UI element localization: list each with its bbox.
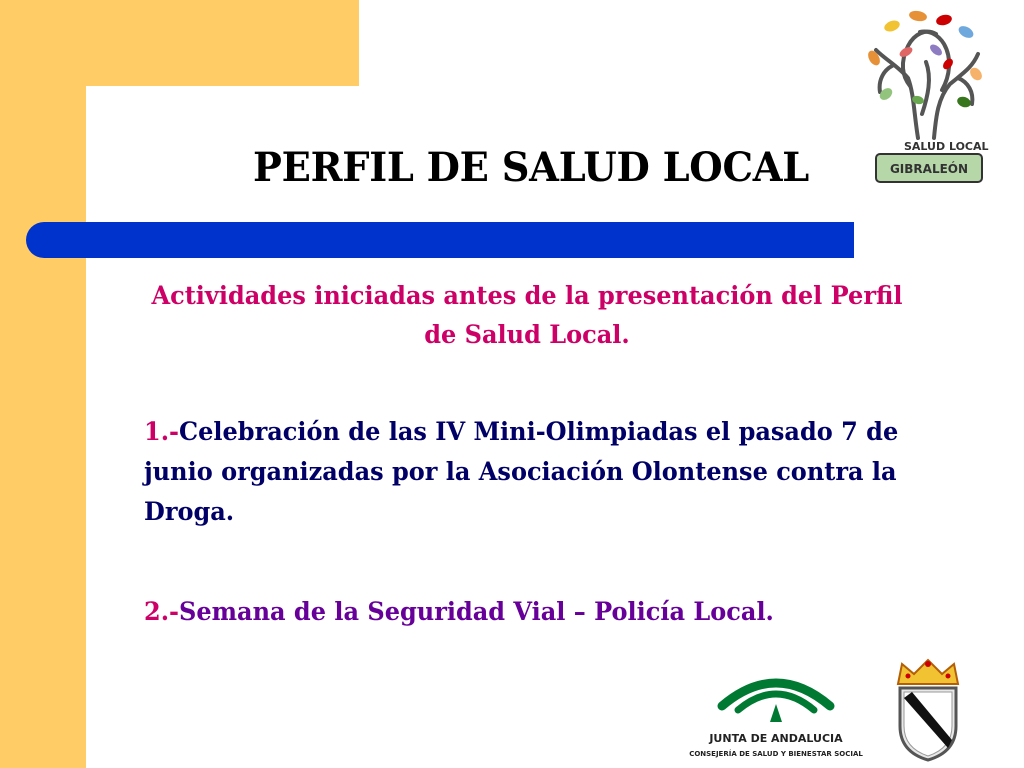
slide-title: PERFIL DE SALUD LOCAL [253,144,809,191]
logo-top-text: SALUD LOCAL [904,140,989,153]
list-item-number: 1.- [144,417,180,446]
decor-yellow-side-band [0,0,86,768]
logo-plate-text: GIBRALEÓN [889,162,969,176]
list-item-text: Semana de la Seguridad Vial – Policía Local. [179,597,774,626]
list-item [144,592,922,632]
slide-subtitle: Actividades iniciadas antes de la presentación del Perfil de Salud Local. [151,281,903,349]
salud-local-tree-logo-icon [852,2,1000,188]
junta-andalucia-logo-icon [689,662,863,762]
junta-dept: CONSEJERÍA DE SALUD Y BIENESTAR SOCIAL [689,750,863,758]
decor-blue-bar [26,222,854,258]
list-item [144,412,922,532]
junta-name: JUNTA DE ANDALUCIA [709,732,843,745]
list-item-number: 2.- [144,597,180,626]
gibraleon-coat-of-arms-icon [888,656,968,764]
list-item-text: Celebración de las IV Mini-Olimpiadas el pasado 7 de junio organizadas por la Asociación Olontense contra la Droga. [144,417,899,526]
